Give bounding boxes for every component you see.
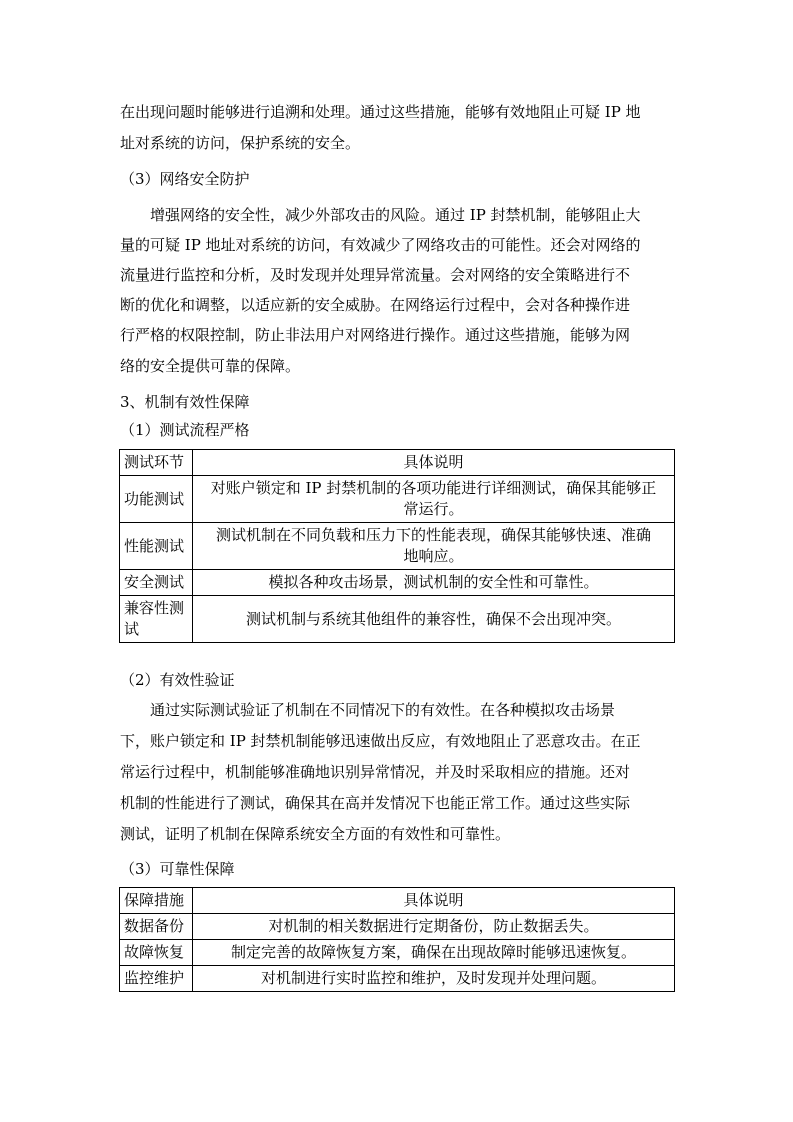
- subsection-heading: （2）有效性验证: [120, 671, 235, 689]
- table-header-cell: 测试环节: [120, 450, 193, 476]
- table-cell-desc: 对机制的相关数据进行定期备份，防止数据丢失。: [193, 914, 675, 940]
- table-row: [120, 940, 675, 966]
- paragraph-line: 址对系统的访问，保护系统的安全。: [120, 134, 361, 152]
- table-header-row: [120, 888, 675, 914]
- table-cell-step: [120, 523, 193, 570]
- paragraph-line: 断的优化和调整，以适应新的安全威胁。在网络运行过程中，会对各种操作进: [120, 296, 631, 314]
- cell-text: 地响应。: [403, 547, 464, 565]
- table-row: [120, 966, 675, 992]
- table-cell-desc: [193, 523, 675, 570]
- table-row: [120, 523, 675, 570]
- paragraph-line: 测试，证明了机制在保障系统安全方面的有效性和可靠性。: [120, 825, 511, 843]
- cell-text: 模拟各种攻击场景，测试机制的安全性和可靠性。: [268, 573, 599, 591]
- table-cell-desc: [193, 570, 675, 596]
- table-cell-step: [120, 570, 193, 596]
- table-row: [120, 570, 675, 596]
- paragraph-line: 在出现问题时能够进行追溯和处理。通过这些措施，能够有效地阻止可疑 IP 地: [120, 103, 641, 121]
- table-cell-step: [120, 476, 193, 523]
- reliability-table: [119, 887, 675, 992]
- table-header-cell: 具体说明: [193, 888, 675, 914]
- paragraph-line: 机制的性能进行了测试，确保其在高并发情况下也能正常工作。通过这些实际: [120, 794, 631, 812]
- table-row: [120, 476, 675, 523]
- table-cell-desc: [193, 476, 675, 523]
- cell-text: 安全测试: [124, 573, 185, 591]
- table-cell-desc: 制定完善的故障恢复方案，确保在出现故障时能够迅速恢复。: [193, 940, 675, 966]
- table-header-cell: 保障措施: [120, 888, 193, 914]
- table-cell-step: [120, 596, 193, 643]
- table-cell-measure: 故障恢复: [120, 940, 193, 966]
- section-heading: （3）网络安全防护: [120, 170, 250, 188]
- cell-text: 性能测试: [124, 536, 185, 555]
- cell-text: 试: [124, 620, 140, 638]
- cell-text: 测试机制与系统其他组件的兼容性，确保不会出现冲突。: [245, 609, 621, 628]
- subsection-heading: （1）测试流程严格: [120, 421, 250, 439]
- table-header-row: [120, 450, 675, 476]
- paragraph-line: 下，账户锁定和 IP 封禁机制能够迅速做出反应，有效地阻止了恶意攻击。在正: [120, 732, 641, 750]
- table-cell-desc: [193, 596, 675, 643]
- table-header-cell: 具体说明: [193, 450, 675, 476]
- paragraph-line: 常运行过程中，机制能够准确地识别异常情况，并及时采取相应的措施。还对: [120, 763, 631, 781]
- table-row: [120, 914, 675, 940]
- paragraph-line: 流量进行监控和分析，及时发现并处理异常流量。会对网络的安全策略进行不: [120, 266, 631, 284]
- paragraph-line: 量的可疑 IP 地址对系统的访问，有效减少了网络攻击的可能性。还会对网络的: [120, 236, 641, 254]
- subsection-heading: （3）可靠性保障: [120, 860, 235, 878]
- cell-text: 测试机制在不同负载和压力下的性能表现，确保其能够快速、准确: [215, 526, 651, 544]
- section-heading: 3、机制有效性保障: [120, 393, 250, 411]
- paragraph-line: 通过实际测试验证了机制在不同情况下的有效性。在各种模拟攻击场景: [150, 701, 616, 719]
- table-cell-measure: 监控维护: [120, 966, 193, 992]
- table-row: [120, 596, 675, 643]
- paragraph-line: 络的安全提供可靠的保障。: [120, 357, 301, 375]
- cell-text: 功能测试: [124, 489, 185, 508]
- table-cell-desc: 对机制进行实时监控和维护，及时发现并处理问题。: [193, 966, 675, 992]
- cell-text: 兼容性测: [124, 599, 185, 617]
- testing-table: [119, 449, 675, 643]
- cell-text: 对账户锁定和 IP 封禁机制的各项功能进行详细测试，确保其能够正: [210, 479, 657, 497]
- paragraph-line: 行严格的权限控制，防止非法用户对网络进行操作。通过这些措施，能够为网: [120, 326, 631, 344]
- paragraph-line: 增强网络的安全性，减少外部攻击的风险。通过 IP 封禁机制，能够阻止大: [150, 206, 641, 224]
- cell-text: 常运行。: [403, 500, 464, 518]
- table-cell-measure: 数据备份: [120, 914, 193, 940]
